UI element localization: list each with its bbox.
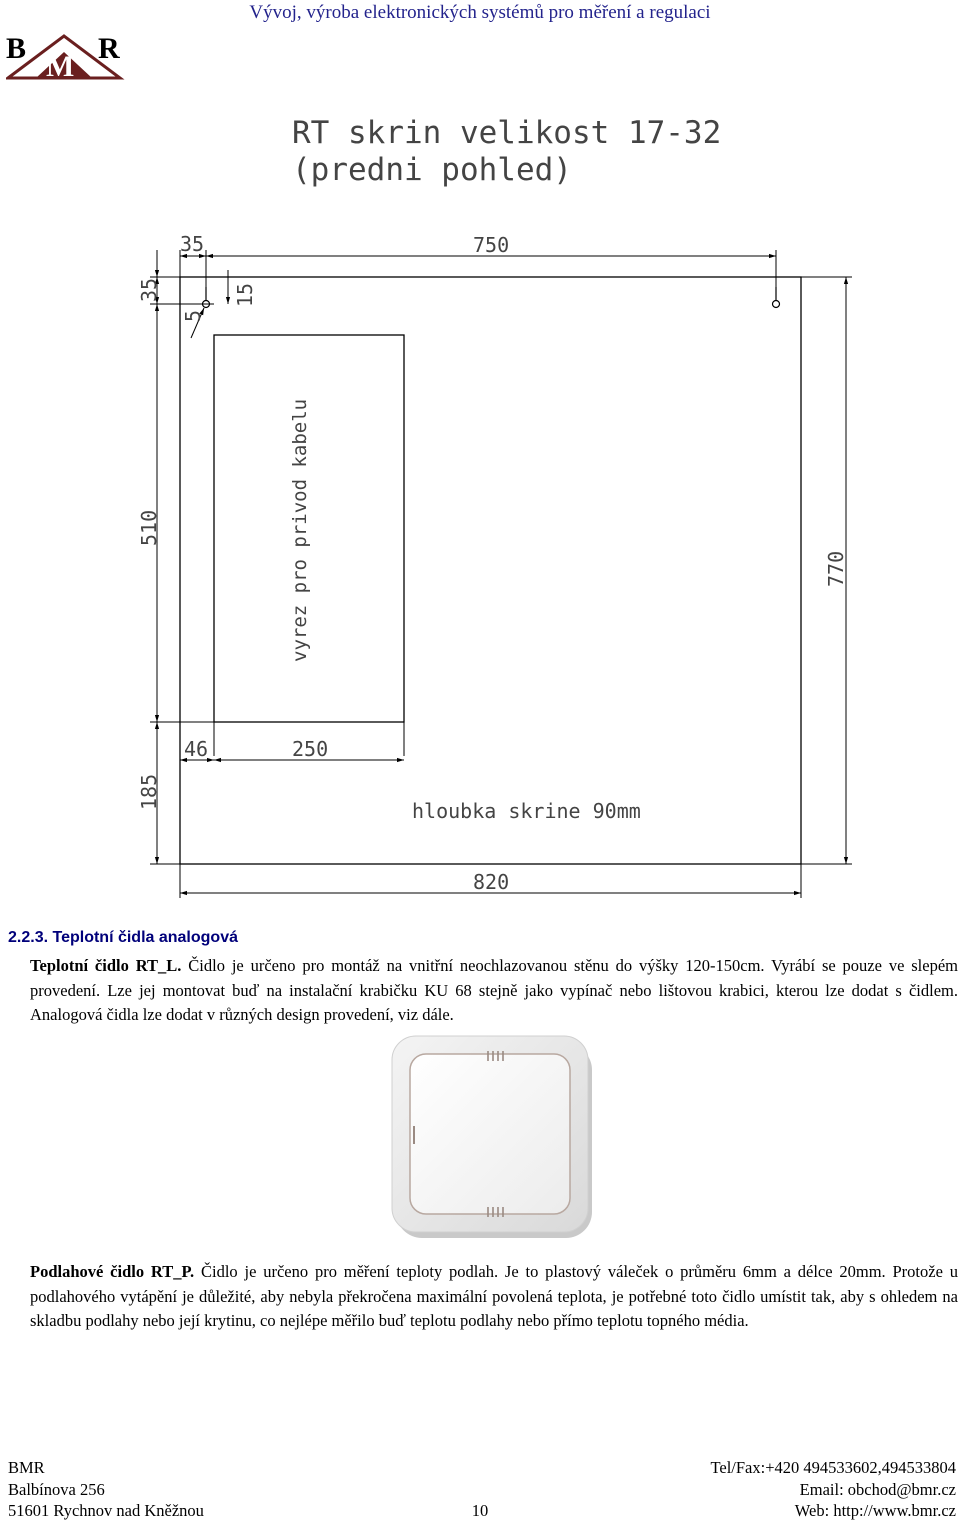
logo-letter-r: R [98,32,120,65]
dim-5-label: 5 [181,309,205,322]
rt-l-sensor-photo [388,1034,594,1240]
logo-letter-b: B [6,32,27,65]
dim-770-label: 770 [824,550,848,587]
dim-46-label: 46 [184,737,209,761]
rt-p-text: Čidlo je určeno pro měření teploty podlah. Je to plastový váleček o průměru 6mm a délce 20mm. Protože u podlahového vytápění je důležité, aby nebyla překročena maximální povolená teplota, je potřebné toto čidlo umístit tak, aby s ohledem na skladbu podlahy nebo její krytinu, co nejlépe měřilo buď teplotu podlahy nebo přímo teplotu topného média. [30,1262,958,1330]
rt-l-description [30,954,958,1028]
footer-address [8,1457,204,1522]
dim-35-side-label: 35 [137,277,161,302]
rt-p-description [30,1260,958,1334]
footer-street: Balbínova 256 [8,1479,105,1499]
dim-250-label: 250 [292,737,329,761]
cable-cutout-label: vyrez pro privod kabelu [289,398,311,662]
section-title: Teplotní čidla analogová [52,929,238,946]
footer-web[interactable]: Web: http://www.bmr.cz [794,1501,956,1520]
logo-letter-m: M [46,50,75,82]
dim-35-top-label: 35 [180,232,205,256]
page-header-title: Vývoj, výroba elektronických systémů pro měření a regulaci [249,2,711,23]
dim-15-label: 15 [233,282,257,307]
cabinet-depth-note: hloubka skrine 90mm [412,799,641,823]
drawing-title-line1: RT skrin velikost 17-32 [292,115,722,151]
footer-tel: Tel/Fax:+420 494533602,494533804 [710,1458,956,1477]
section-number: 2.2.3. [8,929,49,946]
rt-l-text: Čidlo je určeno pro montáž na vnitřní neochlazovanou stěnu do výšky 120-150cm. Vyrábí se pouze ve slepém provedení. Lze jej montovat buď na instalační krabičku KU 68 stejně jako vypínač nebo lištovou krabici, kterou lze dodat s čidlem. Analogová čidla lze dodat v různých design provedení, viz dále. [30,956,958,1024]
dim-185-label: 185 [137,773,161,810]
dim-820-label: 820 [473,870,510,894]
footer-contacts [710,1457,956,1522]
drawing-title-line2: (predni pohled) [292,152,572,188]
rt-p-lead: Podlahové čidlo RT_P. [30,1262,195,1281]
dim-510-label: 510 [137,509,161,546]
footer-email[interactable]: Email: obchod@bmr.cz [799,1479,956,1499]
cabinet-outline [180,277,801,864]
footer-company: BMR [8,1458,45,1477]
rt-l-lead: Teplotní čidlo RT_L. [30,956,182,975]
dim-750-label: 750 [473,233,510,257]
footer-city: 51601 Rychnov nad Kněžnou [8,1501,204,1520]
page-number: 10 [471,1501,489,1520]
section-heading [8,929,238,947]
